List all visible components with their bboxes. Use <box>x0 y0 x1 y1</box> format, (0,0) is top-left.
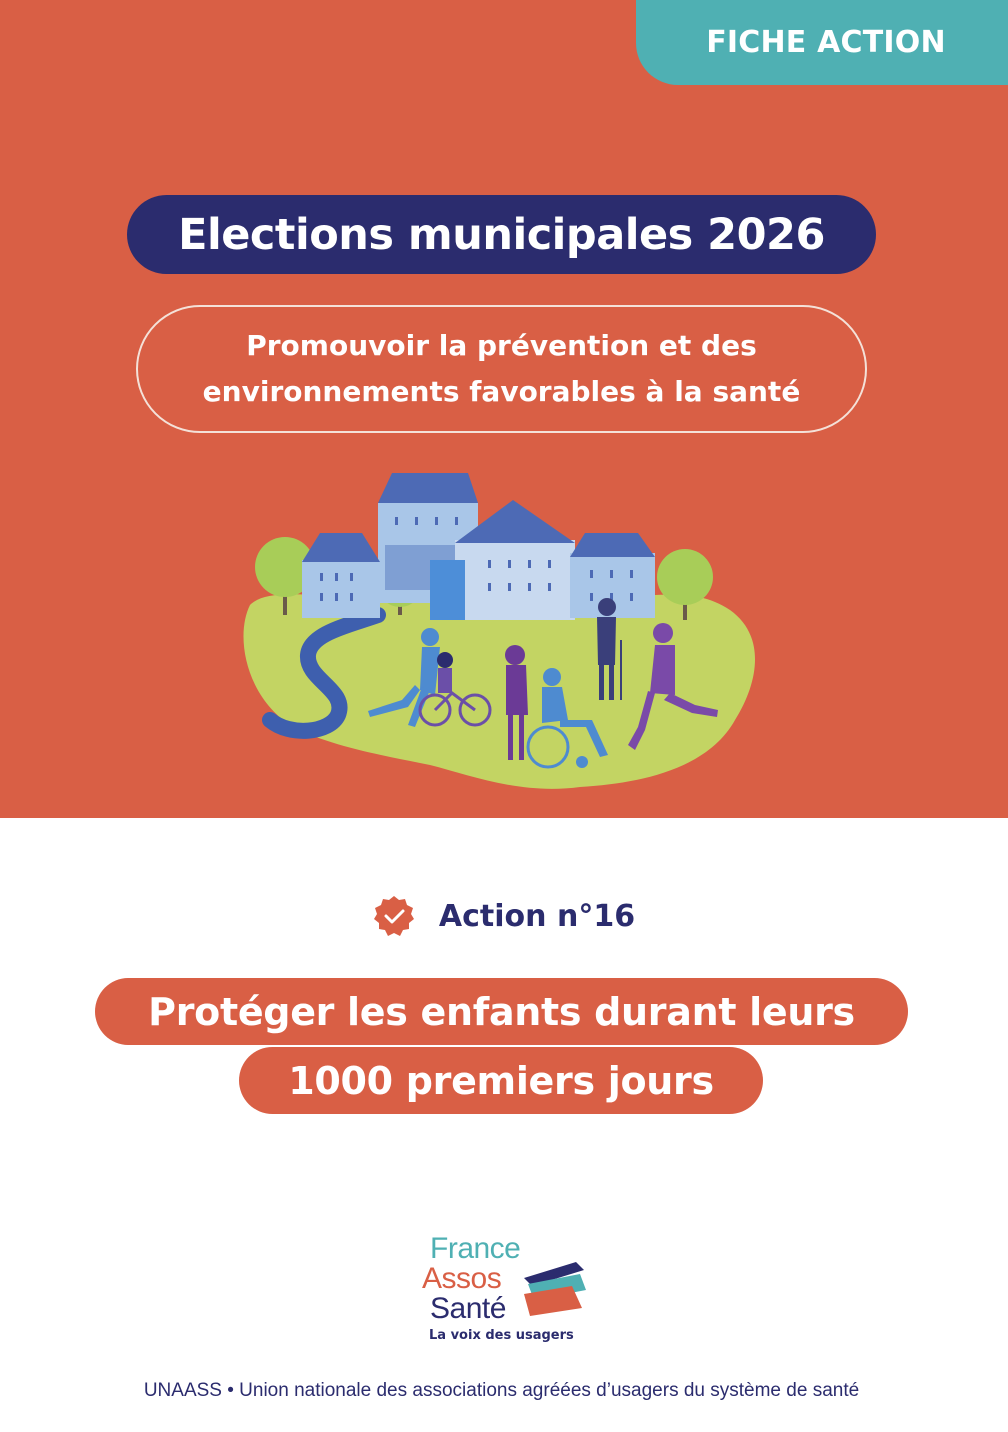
subtitle-line-1: Promouvoir la prévention et des <box>246 329 757 362</box>
fiche-action-tab: FICHE ACTION <box>636 0 1008 85</box>
footer-text: UNAASS • Union nationale des associations agréées d’usagers du système de santé <box>143 1380 860 1401</box>
logo-flags-icon <box>520 1256 590 1322</box>
house-left <box>302 560 380 618</box>
subtitle <box>136 305 867 433</box>
action-number: Action n°16 <box>438 898 636 934</box>
action-number-row <box>0 890 1008 942</box>
logo-word-france: France <box>430 1232 521 1265</box>
house-center <box>455 540 575 620</box>
france-assos-sante-logo <box>420 1232 600 1347</box>
check-badge-icon <box>373 895 415 937</box>
subtitle-line-2: environnements favorables à la santé <box>202 375 801 408</box>
page-title: Elections municipales 2026 <box>127 195 876 274</box>
logo-word-sante: Santé <box>430 1292 506 1325</box>
logo-word-assos: Assos <box>422 1262 502 1295</box>
action-headline-line-1: Protéger les enfants durant leurs <box>95 978 908 1045</box>
town-illustration <box>230 465 770 805</box>
green-ground <box>243 594 755 789</box>
action-headline-line-2: 1000 premiers jours <box>239 1047 763 1114</box>
logo-tagline: La voix des usagers <box>429 1328 574 1343</box>
